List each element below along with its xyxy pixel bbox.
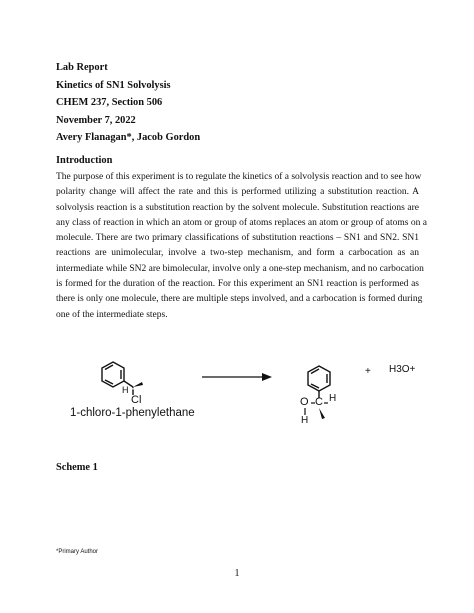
reactant-chlorine-label: Cl — [131, 394, 142, 406]
report-subtitle: Kinetics of SN1 Solvolysis — [56, 79, 171, 91]
product-carbon-label: C — [315, 396, 323, 408]
paragraph-line: The purpose of this experiment is to regulate the kinetics of a solvolysis reaction and to see how — [56, 172, 422, 182]
paragraph-line: solvolysis reaction is a substitution reaction by the solvent molecule. Substitution reactions are — [56, 202, 419, 213]
product-hydrogen-bottom-label: H — [301, 415, 309, 426]
reactant-benzene-ring — [102, 362, 133, 387]
report-title: Lab Report — [56, 62, 108, 73]
course-line: CHEM 237, Section 506 — [56, 97, 163, 108]
paragraph-line: any class of reaction in which an atom or group of atoms replaces an atom or group of atoms on a — [56, 217, 427, 228]
reaction-arrow — [202, 373, 272, 381]
paragraph-line: there is only one molecule, there are multiple steps involved, and a carbocation is formed during — [56, 294, 423, 305]
paragraph-line: reactions are unimolecular, involve a two-step mechanism, and form a carbocation as an — [56, 248, 419, 259]
reactant-hydrogen-label: H — [122, 385, 129, 395]
product-hydrogen-top-label: H — [329, 393, 337, 404]
paragraph-line: molecule. There are two primary classifications of substitution reactions – SN1 and SN2. SN1 — [56, 233, 419, 244]
hydronium-label: H3O+ — [389, 364, 416, 375]
report-header — [56, 59, 200, 147]
reactant-name-label: 1-chloro-1-phenylethane — [70, 407, 195, 419]
paragraph-line: one of the intermediate steps. — [56, 309, 168, 320]
introduction-heading: Introduction — [56, 155, 113, 166]
scheme-caption: Scheme 1 — [56, 462, 98, 473]
introduction-paragraph — [56, 170, 427, 323]
reaction-scheme — [56, 360, 419, 460]
footnote: *Primary Author — [56, 549, 99, 555]
paragraph-line: polarity change will affect the rate and this is performed utilizing a substitution reaction. A — [56, 187, 419, 198]
paragraph-line: is formed for the duration of the reaction. For this experiment an SN1 reaction is performed as — [56, 279, 419, 290]
page-number: 1 — [234, 568, 240, 579]
product-benzene-ring — [308, 366, 330, 398]
paragraph-line: intermediate while SN2 are bimolecular, involve only a one-step mechanism, and no carbocation — [56, 263, 424, 274]
product-oxygen-label: O — [300, 396, 309, 408]
authors-line: Avery Flanagan*, Jacob Gordon — [56, 132, 201, 143]
plus-sign: + — [365, 366, 371, 377]
date-line: November 7, 2022 — [56, 114, 136, 126]
